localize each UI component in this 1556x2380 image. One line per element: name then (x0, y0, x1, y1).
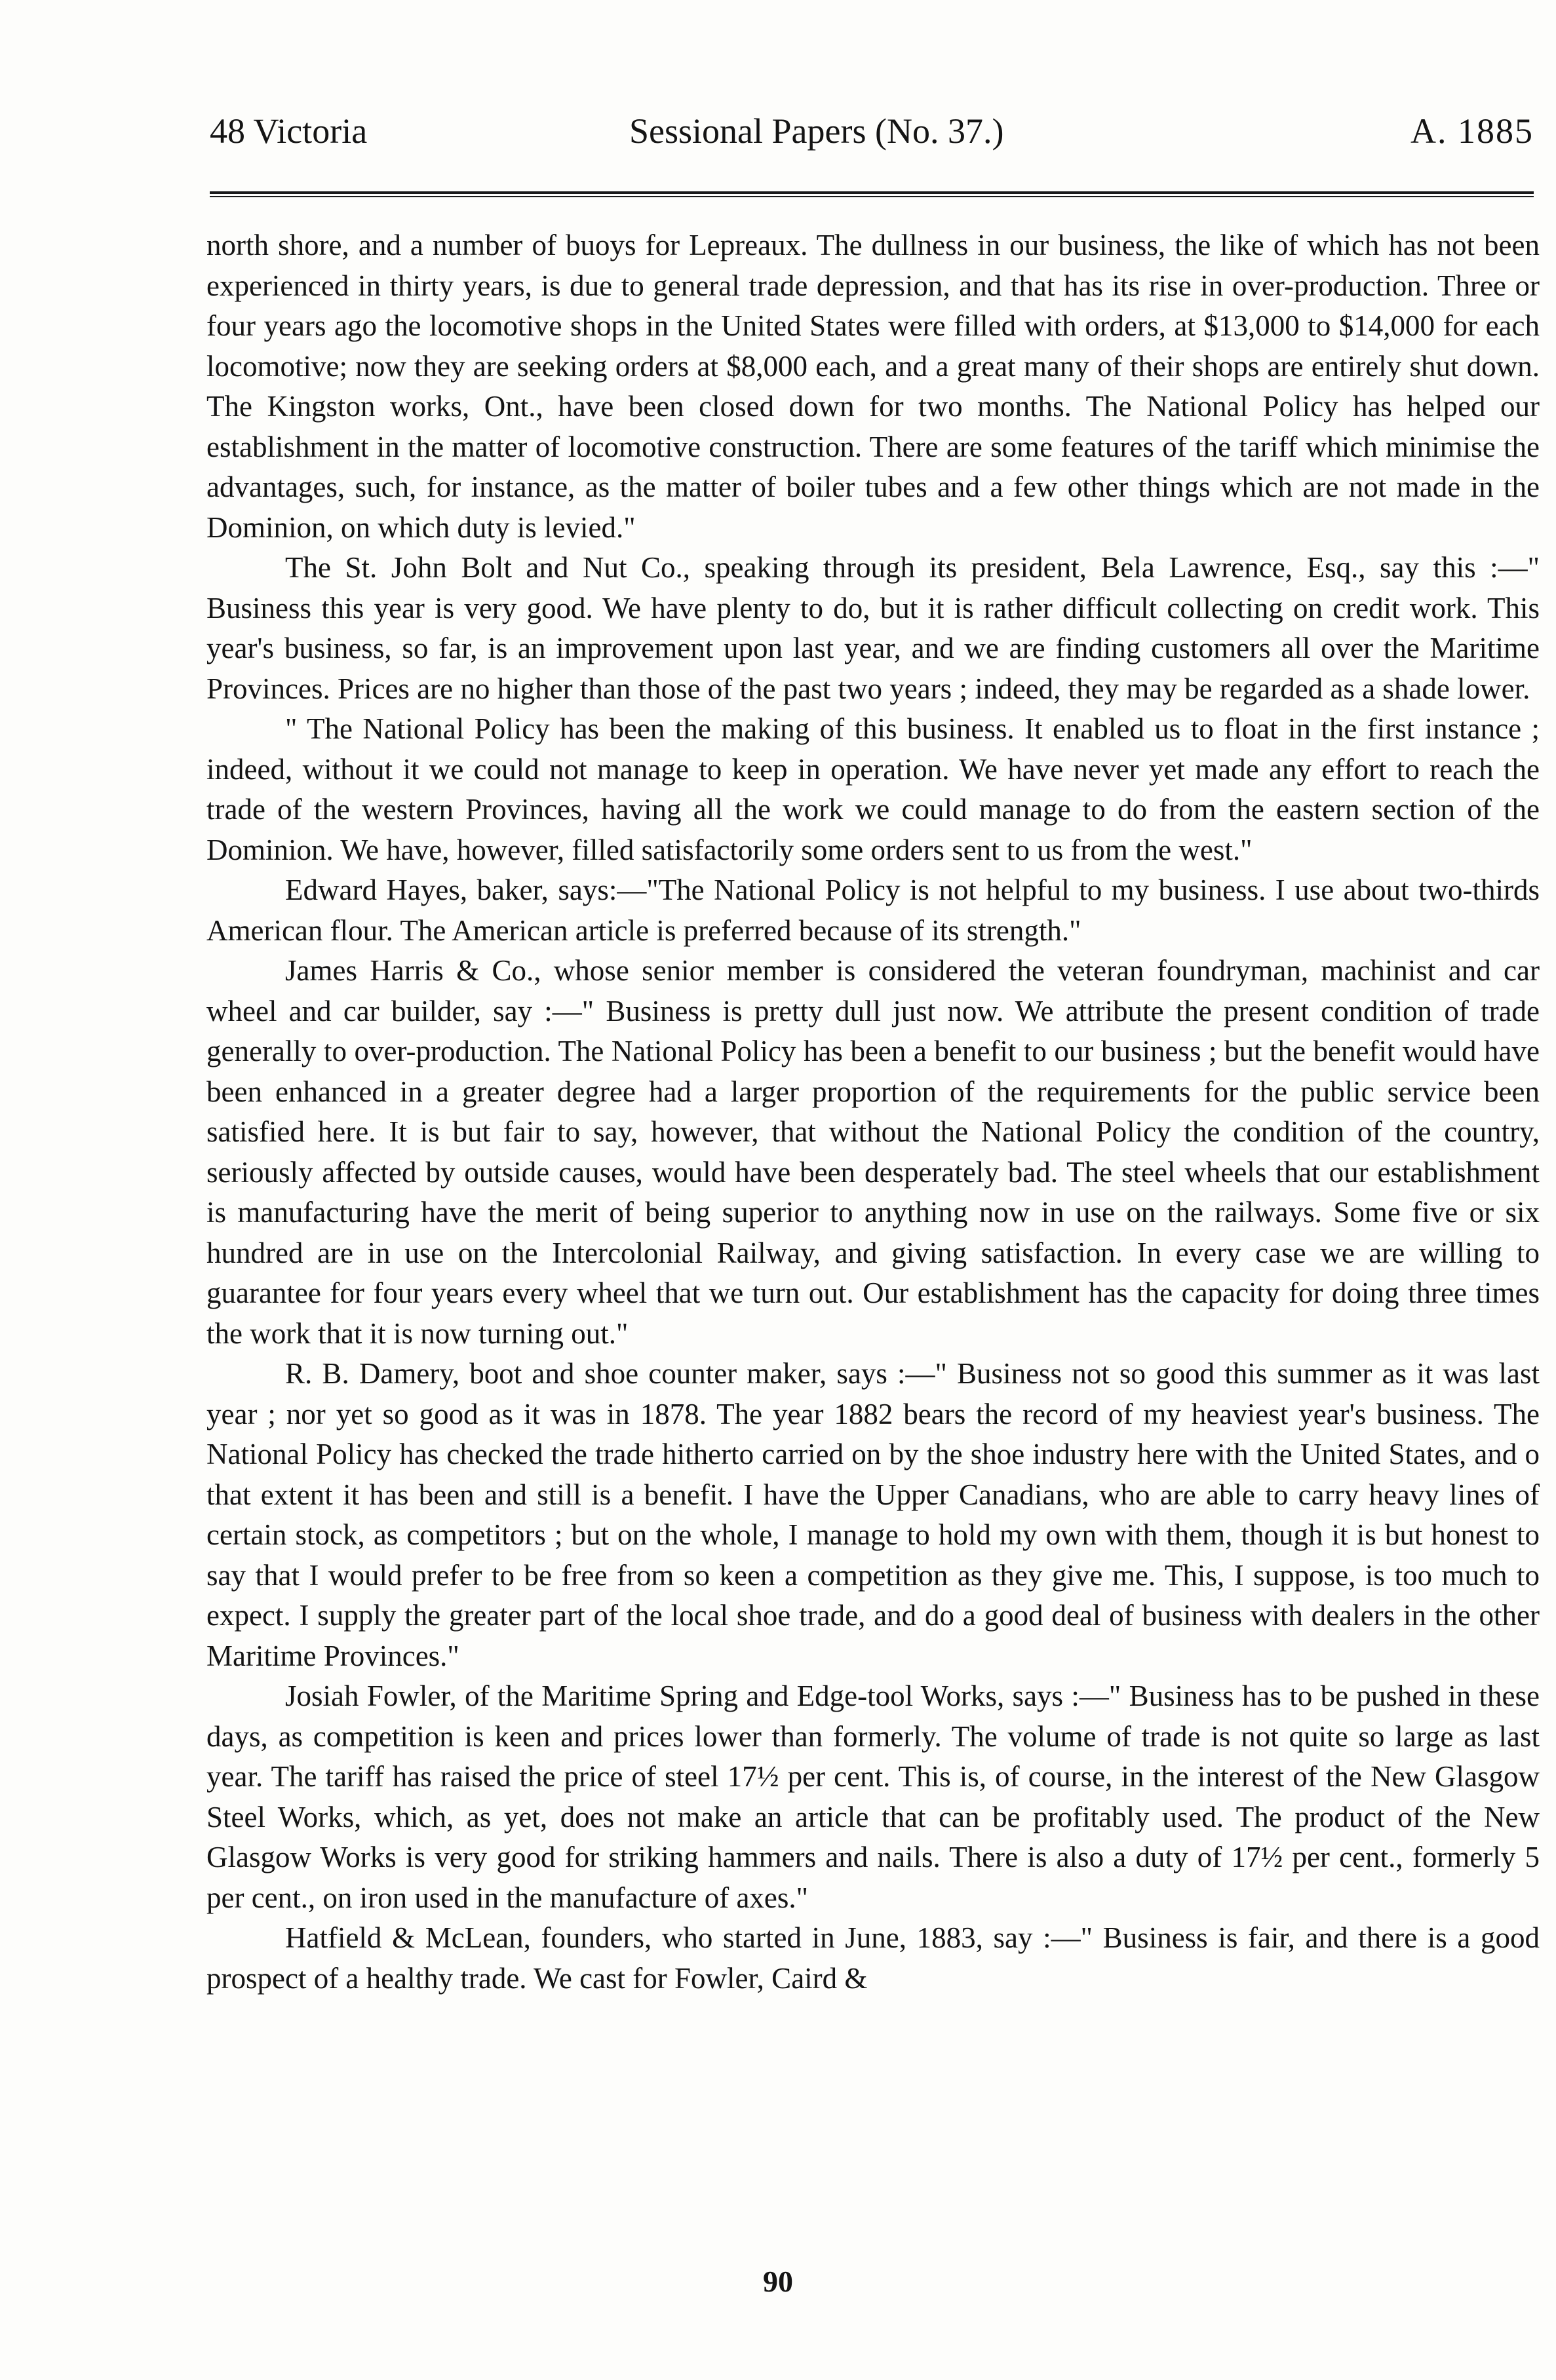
paragraph-james-harris: James Harris & Co., whose senior member is considered the veteran foundryman, machinist and car wheel and car builder, say :—" Business is pretty dull just now. We attribute the present condition of trade generally to over-production. The National Policy has been a benefit to our business ; but the benefit would have been enhanced in a greater degree had a larger proportion of the requirements for the public service been satisfied here. It is but fair to say, however, that without the National Policy the condition of the country, seriously affected by outside causes, would have been desperately bad. The steel wheels that our establishment is manufacturing have the merit of being superior to anything now in use on the railways. Some five or six hundred are in use on the Intercolonial Railway, and giving satisfaction. In every case we are willing to guarantee for four years every wheel that we turn out. Our establishment has the capacity for doing three times the work that it is now turning out." (206, 954, 1540, 1350)
header-volume: 48 Victoria (210, 111, 368, 151)
paragraph-continuation: north shore, and a number of buoys for Lepreaux. The dullness in our business, the like of which has not been experienced in thirty years, is due to general trade depression, and that has its rise in over-production. Three or four years ago the locomotive shops in the United States were filled with orders, at $13,000 to $14,000 for each locomotive; now they are seeking orders at $8,000 each, and a great many of their shops are entirely shut down. The Kingston works, Ont., have been closed down for two months. The National Policy has helped our establishment in the matter of locomotive construction. There are some features of the tariff which minimise the advantages, such, for instance, as the matter of boiler tubes and a few other things which are not made in the Dominion, on which duty is levied." (206, 229, 1540, 544)
paragraph-josiah-fowler: Josiah Fowler, of the Maritime Spring and Edge-tool Works, says :—" Business has to be pushed in these days, as competition is keen and prices lower than formerly. The volume of trade is not quite so large as last year. The tariff has raised the price of steel 17½ per cent. This is, of course, in the interest of the New Glasgow Steel Works, which, as yet, does not make an article that can be profitably used. The product of the New Glasgow Works is very good for striking hammers and nails. There is also a duty of 17½ per cent., formerly 5 per cent., on iron used in the manufacture of axes." (206, 1679, 1540, 1914)
paragraph-damery: R. B. Damery, boot and shoe counter maker, says :—" Business not so good this summer as it was last year ; nor yet so good as it was in 1878. The year 1882 bears the record of my heaviest year's business. The National Policy has checked the trade hitherto carried on by the shoe industry here with the United States, and o that extent it has been and still is a benefit. I have the Upper Canadians, who are able to carry heavy lines of certain stock, as competitors ; but on the whole, I manage to hold my own with them, though it is but honest to say that I would prefer to be free from so keen a competition as they give me. This, I suppose, is too much to expect. I supply the greater part of the local shoe trade, and do a good deal of business with dealers in the other Maritime Provinces." (206, 1357, 1540, 1672)
paragraph-national-policy: " The National Policy has been the making of this business. It enabled us to float in the first instance ; indeed, without it we could not manage to keep in operation. We have never yet made any effort to reach the trade of the western Provinces, having all the work we could manage to do from the eastern section of the Dominion. We have, however, filled satisfactorily some orders sent to us from the west." (206, 712, 1540, 866)
body-text (206, 225, 1540, 1999)
header-rule (210, 191, 1534, 197)
paragraph-bolt-and-nut: The St. John Bolt and Nut Co., speaking through its president, Bela Lawrence, Esq., say this :—" Business this year is very good. We have plenty to do, but it is rather difficult collecting on credit work. This year's business, so far, is an improvement upon last year, and we are finding customers all over the Maritime Provinces. Prices are no higher than those of the past two years ; indeed, they may be regarded as a shade lower. (206, 551, 1540, 705)
header-title: Sessional Papers (No. 37.) (629, 111, 1004, 151)
paragraph-hatfield-mclean: Hatfield & McLean, founders, who started in June, 1883, say :—" Business is fair, and there is a good prospect of a healthy trade. We cast for Fowler, Caird & (206, 1921, 1540, 1995)
header-year: A. 1885 (1410, 111, 1534, 151)
running-header (210, 105, 1534, 157)
paragraph-edward-hayes: Edward Hayes, baker, says:—"The National Policy is not helpful to my business. I use about two-thirds American flour. The American article is preferred because of its strength." (206, 873, 1540, 947)
page-number: 90 (763, 2265, 793, 2298)
